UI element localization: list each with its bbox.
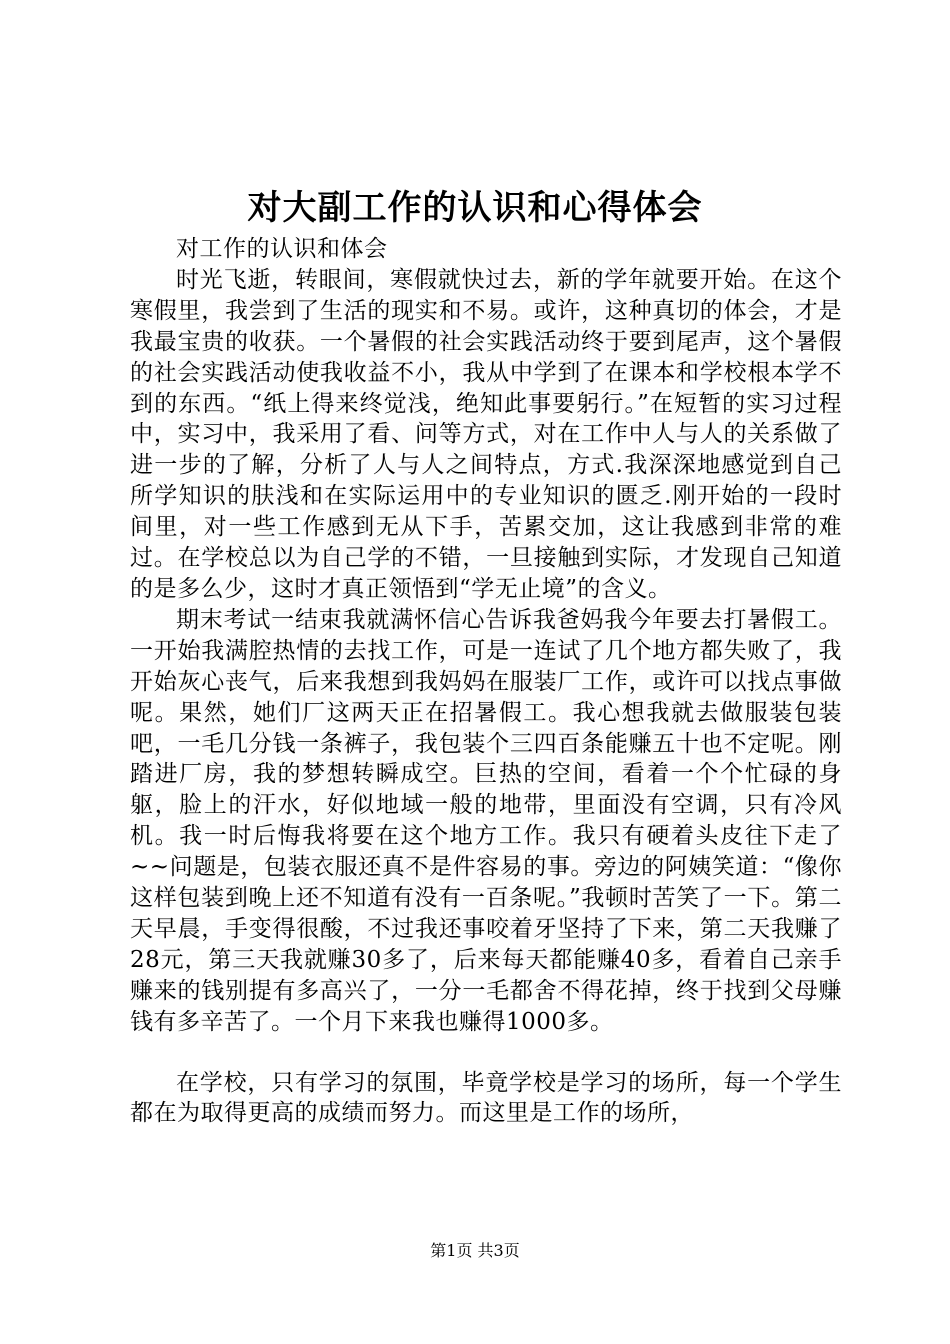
paragraph-2: 期末考试一结束我就满怀信心告诉我爸妈我今年要去打暑假工。一开始我满腔热情的去找工作，可是一连试了几个地方都失败了，我开始灰心丧气，后来我想到我妈妈在服装厂工作，或许可以找点事做呢。果然，她们厂这两天正在招暑假工。我心想我就去做服装包装吧，一毛几分钱一条裤子，我包装个三四百条能赚五十也不定呢。刚踏进厂房，我的梦想转瞬成空。巨热的空间，看着一个个忙碌的身躯，脸上的汗水，好似地域一般的地带，里面没有空调，只有冷风机。我一时后悔我将要在这个地方工作。我只有硬着头皮往下走了~~问题是，包装衣服还真不是件容易的事。旁边的阿姨笑道：“像你这样包装到晚上还不知道有没有一百条呢。”我顿时苦笑了一下。第二天早晨，手变得很酸，不过我还事咬着牙坚持了下来，第二天我赚了28元，第三天我就赚30多了，后来每天都能赚40多，看着自己亲手赚来的钱别提有多高兴了，一分一毛都舍不得花掉，终于找到父母赚钱有多辛苦了。一个月下来我也赚得1000多。 <box>130 606 842 1035</box>
paragraph-3: 在学校，只有学习的氛围，毕竟学校是学习的场所，每一个学生都在为取得更高的成绩而努力。而这里是工作的场所， <box>130 1069 842 1127</box>
document-body <box>130 234 842 1129</box>
page-footer: 第1页 共3页 <box>430 1241 520 1260</box>
document-title: 对大副工作的认识和心得体会 <box>247 188 703 228</box>
paragraph-1: 时光飞逝，转眼间，寒假就快过去，新的学年就要开始。在这个寒假里，我尝到了生活的现实和不易。或许，这种真切的体会，才是我最宝贵的收获。一个暑假的社会实践活动终于要到尾声，这个暑假的社会实践活动使我收益不小，我从中学到了在课本和学校根本学不到的东西。“纸上得来终觉浅，绝知此事要躬行。”在短暂的实习过程中，实习中，我采用了看、问等方式，对在工作中人与人的关系做了进一步的了解，分析了人与人之间特点，方式.我深深地感觉到自己所学知识的肤浅和在实际运用中的专业知识的匮乏.刚开始的一段时间里，对一些工作感到无从下手，苦累交加，这让我感到非常的难过。在学校总以为自己学的不错，一旦接触到实际，才发现自己知道的是多么少，这时才真正领悟到“学无止境”的含义。 <box>130 266 842 602</box>
document-subtitle: 对工作的认识和体会 <box>176 236 388 262</box>
